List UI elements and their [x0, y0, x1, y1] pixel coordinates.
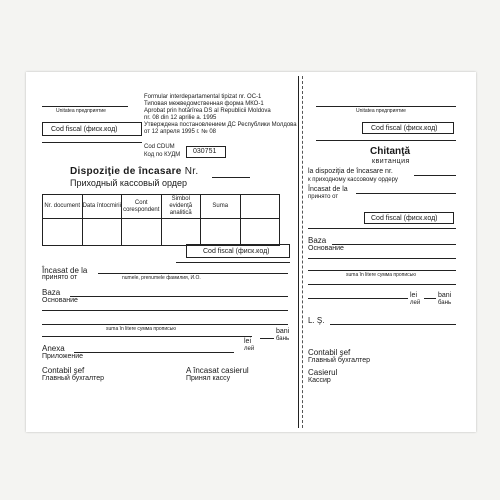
cell-extra[interactable] — [240, 219, 280, 246]
cashier-ro: A încasat casierul — [186, 366, 249, 375]
receipt-stamp: L. Ş. — [308, 316, 325, 325]
receipt-unit-line — [316, 106, 456, 107]
col-date: Data întocmirii — [82, 195, 122, 219]
header-line-5: Утверждена постановлением ДС Республики Молдова — [144, 122, 297, 128]
receipt-sum-line[interactable] — [308, 270, 456, 271]
receipt-cashier-ru: Кассир — [308, 377, 331, 384]
title-nr-line — [212, 177, 250, 178]
basis-line[interactable] — [70, 296, 288, 297]
bani-line[interactable] — [260, 338, 274, 339]
cdum-label: Cod CDUM — [144, 144, 175, 150]
col-symbol: Simbol evidenţă analitică — [161, 195, 201, 219]
tear-line — [302, 76, 303, 428]
header-line-2: Типовая межведомственная форма МКО-1 — [144, 101, 264, 107]
fiscal-code-label: Cod fiscal (фиск.код) — [51, 126, 118, 133]
receipt-fiscal-code-label: Cod fiscal (фиск.код) — [371, 125, 438, 132]
receipt-lei-line[interactable] — [308, 298, 408, 299]
col-extra — [240, 195, 280, 219]
accountant-ru: Главный бухгалтер — [42, 375, 104, 382]
received-from-ro: Încasat de la — [42, 266, 88, 275]
receipt-fiscal-code-box[interactable] — [362, 122, 454, 134]
receipt-sum-line-2[interactable] — [308, 284, 456, 285]
receipt-basis-line[interactable] — [332, 244, 456, 245]
receipt-basis-ro: Baza — [308, 236, 327, 245]
title-ru: Приходный кассовый ордер — [70, 178, 188, 188]
receipt-title-ru: квитанция — [372, 158, 410, 165]
fiscal-code-underline — [42, 142, 142, 143]
basis-line-2[interactable] — [42, 310, 288, 311]
receipt-bani-ro: bani — [438, 292, 452, 299]
basis-ro: Baza — [42, 288, 61, 297]
sum-words-line-2[interactable] — [42, 336, 252, 337]
receipt-basis-ru: Основание — [308, 245, 344, 252]
receipt-basis-line-2[interactable] — [308, 258, 456, 259]
receipt-fiscal-code-label-2: Cod fiscal (фиск.код) — [371, 215, 438, 222]
fiscal-code-2-underline — [176, 262, 290, 263]
cell-symbol[interactable] — [161, 219, 201, 246]
separator-line — [298, 76, 299, 428]
receipt-received-ro: Încasat de la — [308, 186, 348, 193]
sum-words-line[interactable] — [42, 324, 288, 325]
col-document: Nr. document — [43, 195, 83, 219]
receipt-received-line[interactable] — [356, 193, 456, 194]
fiscal-code-box-2[interactable] — [186, 244, 290, 258]
title-ro — [70, 166, 198, 177]
receipt-received-ru: принято от — [308, 194, 339, 200]
title-ro-text: Dispoziţie de încasare — [70, 166, 182, 177]
receipt-bani-ru: бань — [438, 300, 452, 306]
receipt-stamp-line[interactable] — [330, 324, 456, 325]
basis-ru: Основание — [42, 297, 78, 304]
col-account: Cont corespondent — [122, 195, 162, 219]
order-table — [42, 194, 280, 246]
sum-words-hint: suma în litere сумма прописью — [106, 326, 177, 332]
receipt-title-ro: Chitanţă — [370, 146, 410, 157]
bani-ro: bani — [276, 328, 290, 335]
header-line-6: от 12 апреля 1995 г. № 08 — [144, 129, 217, 135]
fiscal-code-box[interactable] — [42, 122, 142, 136]
receipt-lei-ro: lei — [410, 292, 418, 299]
header-line-4: nr. 08 din 12 aprilie a. 1995 — [144, 115, 217, 121]
cell-document[interactable] — [43, 219, 83, 246]
unit-label: Unitatea предприятие — [56, 108, 106, 114]
receipt-disposition-ru: к приходному кассовому ордеру — [308, 177, 398, 183]
bani-ru: бань — [276, 336, 290, 342]
header-line-3: Aprobat prin hotărîrea DS al Republicii Moldova — [144, 108, 271, 114]
header-line-1: Formular interdepartamental tipizat nr. OC-1 — [144, 94, 262, 100]
lei-ro: lei — [244, 338, 252, 345]
unit-line — [42, 106, 128, 107]
receipt-bani-line[interactable] — [424, 298, 436, 299]
receipt-fiscal-underline — [316, 140, 456, 141]
form-header — [144, 94, 297, 136]
document-number-box[interactable] — [186, 146, 226, 158]
receipt-sum-hint: suma în litere сумма прописью — [346, 272, 417, 278]
col-sum: Suma — [201, 195, 241, 219]
annex-ro: Anexa — [42, 344, 65, 353]
annex-line[interactable] — [74, 352, 234, 353]
receipt-disposition-ro: la dispoziţia de încasare nr. — [308, 168, 393, 175]
annex-ru: Приложение — [42, 353, 84, 360]
fiscal-code-label-2: Cod fiscal (фиск.код) — [203, 248, 270, 255]
receipt-fiscal-code-box-2[interactable] — [364, 212, 454, 224]
title-nr: Nr. — [184, 166, 199, 177]
lei-ru: лей — [244, 346, 255, 352]
cell-date[interactable] — [82, 219, 122, 246]
name-hint: numele, prenumele фамилия, И.О. — [122, 275, 201, 281]
cashier-ru: Принял кассу — [186, 375, 231, 382]
receipt-lei-ru: лей — [410, 300, 421, 306]
received-from-ru: принято от — [42, 274, 78, 281]
accountant-ro: Contabil şef — [42, 366, 85, 375]
receipt-accountant-ro: Contabil şef — [308, 348, 351, 357]
document-number: 030751 — [193, 148, 217, 155]
receipt-unit-label: Unitatea предприятие — [356, 108, 406, 114]
receipt-accountant-ru: Главный бухгалтер — [308, 357, 370, 364]
cash-order-form — [26, 72, 476, 432]
cell-account[interactable] — [122, 219, 162, 246]
receipt-disposition-line[interactable] — [414, 175, 456, 176]
received-from-line[interactable] — [98, 273, 288, 274]
receipt-cashier-ro: Casierul — [308, 368, 338, 377]
cell-sum[interactable] — [201, 219, 241, 246]
receipt-line-a[interactable] — [308, 228, 456, 229]
kudm-label: Код по КУДМ — [144, 152, 181, 158]
